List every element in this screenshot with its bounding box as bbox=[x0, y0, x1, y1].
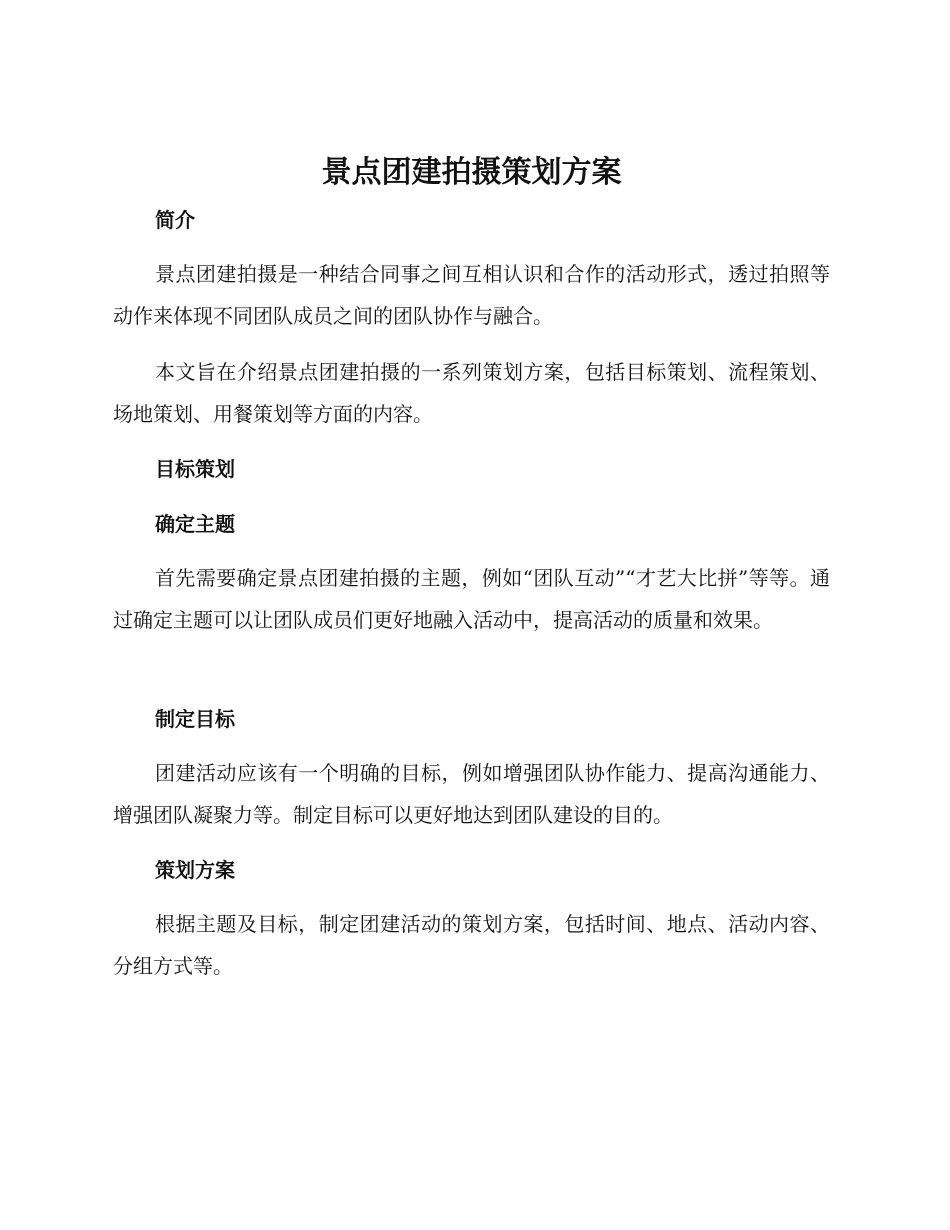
document-title: 景点团建拍摄策划方案 bbox=[321, 155, 622, 190]
paragraph-intro-2: 本文旨在介绍景点团建拍摄的一系列策划方案，包括目标策划、流程策划、场地策划、用餐策划等方面的内容。 bbox=[113, 360, 830, 426]
heading-target: 制定目标 bbox=[155, 707, 235, 731]
heading-intro: 简介 bbox=[155, 208, 195, 232]
paragraph-intro-1: 景点团建拍摄是一种结合同事之间互相认识和合作的活动形式，透过拍照等动作来体现不同团队成员之间的团队协作与融合。 bbox=[113, 262, 830, 328]
paragraph-target: 团建活动应该有一个明确的目标，例如增强团队协作能力、提高沟通能力、增强团队凝聚力等。制定目标可以更好地达到团队建设的目的。 bbox=[113, 761, 830, 827]
heading-goal-planning: 目标策划 bbox=[155, 457, 235, 481]
paragraph-plan: 根据主题及目标，制定团建活动的策划方案，包括时间、地点、活动内容、分组方式等。 bbox=[113, 912, 830, 978]
paragraph-theme: 首先需要确定景点团建拍摄的主题，例如“团队互动”“才艺大比拼”等等。通过确定主题可以让团队成员们更好地融入活动中，提高活动的质量和效果。 bbox=[113, 566, 830, 632]
heading-plan: 策划方案 bbox=[155, 858, 235, 882]
heading-theme: 确定主题 bbox=[155, 512, 235, 536]
